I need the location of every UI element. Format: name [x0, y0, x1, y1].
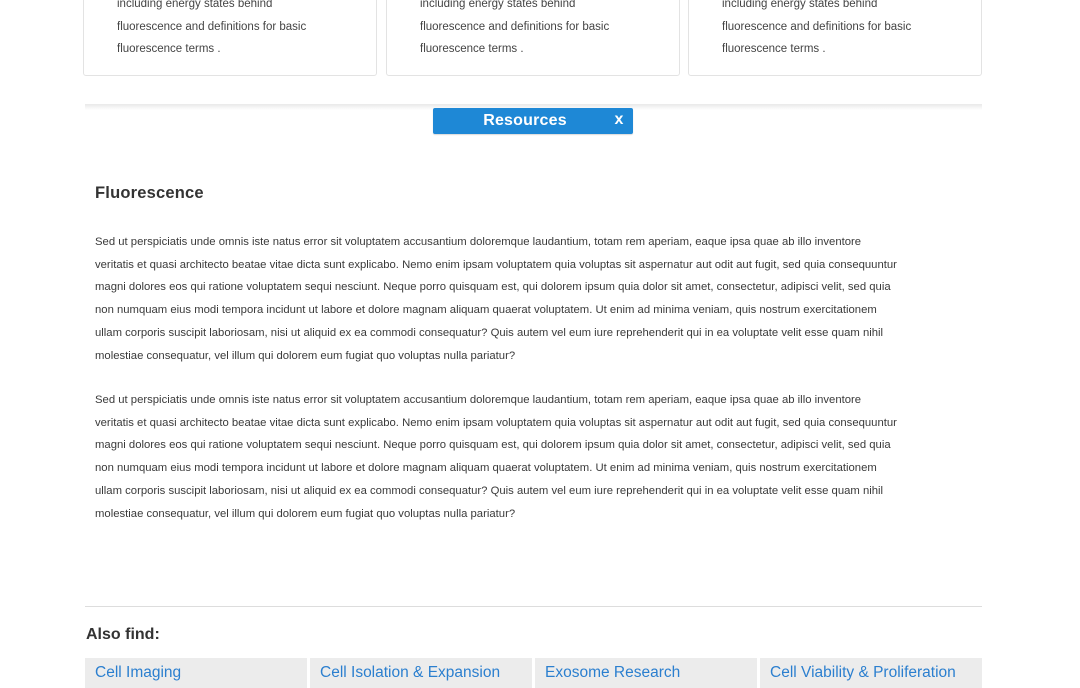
card-line: fluorescence terms . [117, 43, 221, 55]
paragraph-line: veritatis et quasi architecto beatae vitae dicta sunt explicabo. Nemo enim ipsam voluptatem quia voluptas sit aspernatur aut odit aut fugit, sed quia consequuntur [95, 258, 897, 271]
card-description [117, 0, 347, 61]
paragraph-line: molestiae consequatur, vel illum qui dolorem eum fugiat quo voluptas nulla pariatur? [95, 349, 516, 362]
paragraph-line: non numquam eius modi tempora incidunt ut labore et dolore magnam aliquam quaerat voluptatem. Ut enim ad minima veniam, quis nostrum exercitationem [95, 304, 877, 317]
horizontal-rule [85, 606, 982, 607]
card-line: fluorescence and definitions for basic [722, 20, 912, 33]
card-description [420, 0, 650, 61]
feature-card[interactable] [83, 0, 377, 76]
also-find-link-cell-imaging[interactable]: Cell Imaging [85, 658, 307, 688]
paragraph-line: magni dolores eos qui ratione voluptatem sequi nesciunt. Neque porro quisquam est, qui dolorem ipsum quia dolor sit amet, consectetur, adipisci velit, sed quia [95, 439, 891, 452]
feature-card[interactable] [688, 0, 982, 76]
feature-card[interactable] [386, 0, 680, 76]
paragraph-line: Sed ut perspiciatis unde omnis iste natus error sit voluptatem accusantium doloremque laudantium, totam rem aperiam, eaque ipsa quae ab illo inventore [95, 394, 862, 406]
paragraph-line: veritatis et quasi architecto beatae vitae dicta sunt explicabo. Nemo enim ipsam voluptatem quia voluptas sit aspernatur aut odit aut fugit, sed quia consequuntur [95, 416, 897, 429]
card-line: including energy states behind [117, 0, 273, 10]
card-line: including energy states behind [722, 0, 878, 10]
resources-tab-label: Resources [483, 112, 567, 129]
article-paragraph [95, 231, 985, 367]
resources-tab[interactable] [433, 108, 633, 134]
card-line: fluorescence and definitions for basic [117, 20, 307, 33]
also-find-title: Also find: [86, 626, 160, 643]
card-line: fluorescence and definitions for basic [420, 20, 610, 33]
also-find-link-cell-viability[interactable]: Cell Viability & Proliferation [760, 658, 982, 688]
feature-cards [83, 0, 983, 76]
card-description [722, 0, 952, 61]
article-paragraph [95, 389, 985, 525]
paragraph-line: ullam corporis suscipit laboriosam, nisi ut aliquid ex ea commodi consequatur? Quis autem vel eum iure reprehenderit qui in ea voluptate velit esse quam nihil [95, 484, 884, 497]
also-find-link-exosome-research[interactable]: Exosome Research [535, 658, 757, 688]
card-line: including energy states behind [420, 0, 576, 10]
paragraph-line: magni dolores eos qui ratione voluptatem sequi nesciunt. Neque porro quisquam est, qui dolorem ipsum quia dolor sit amet, consectetur, adipisci velit, sed quia [95, 281, 891, 294]
card-line: fluorescence terms . [420, 43, 524, 55]
paragraph-line: molestiae consequatur, vel illum qui dolorem eum fugiat quo voluptas nulla pariatur? [95, 507, 516, 520]
card-line: fluorescence terms . [722, 43, 826, 55]
close-icon[interactable]: x [614, 111, 624, 128]
paragraph-line: ullam corporis suscipit laboriosam, nisi ut aliquid ex ea commodi consequatur? Quis autem vel eum iure reprehenderit qui in ea voluptate velit esse quam nihil [95, 326, 884, 339]
paragraph-line: Sed ut perspiciatis unde omnis iste natus error sit voluptatem accusantium doloremque laudantium, totam rem aperiam, eaque ipsa quae ab illo inventore [95, 236, 862, 248]
article-heading: Fluorescence [95, 184, 204, 202]
paragraph-line: non numquam eius modi tempora incidunt ut labore et dolore magnam aliquam quaerat voluptatem. Ut enim ad minima veniam, quis nostrum exercitationem [95, 462, 877, 475]
also-find-link-cell-isolation[interactable]: Cell Isolation & Expansion [310, 658, 532, 688]
